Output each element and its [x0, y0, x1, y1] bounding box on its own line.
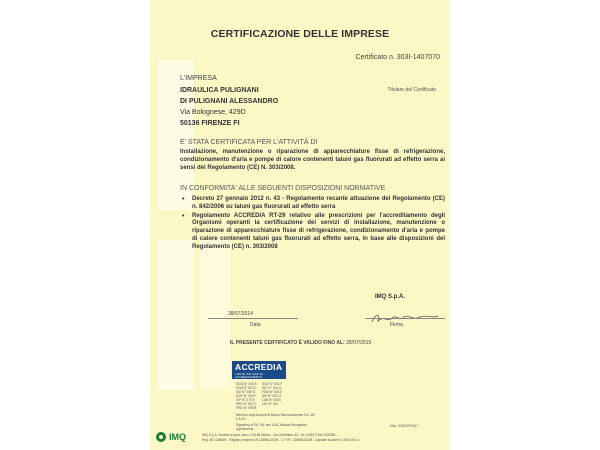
mla-note-en: Signatory of EA, IAF and ILAC Mutual Recognition Agreements	[236, 423, 308, 431]
accreditation-code: PRS N° 097 C	[236, 402, 257, 406]
conformity-heading: IN CONFORMITA' ALLE SEGUENTI DISPOSIZIONI NORMATIVE	[180, 185, 386, 192]
accreditation-code: SCR N° 003 F	[236, 394, 257, 398]
accreditation-code: ISO N° 001 A	[262, 386, 281, 390]
accreditation-code: LAB N° 0033	[262, 398, 281, 402]
company-city: 50136 FIRENZE FI	[180, 120, 240, 127]
activity-text: Installazione, manutenzione o riparazione di apparecchiature fisse di refrigerazione, condizionamento d'aria e pompe di calore contenenti taluni gas fluorurati ad effetto serra ai sensi del Regolamento (CE) N. 303/2008.	[180, 149, 445, 172]
date-line	[208, 318, 298, 319]
page-title: CERTIFICAZIONE DELLE IMPRESE	[210, 28, 390, 40]
validity-label: IL PRESENTE CERTIFICATO È VALIDO FINO AL:	[230, 340, 345, 346]
issuer-name: IMQ S.p.A.	[375, 294, 405, 300]
footer-line2: Reg. MI 1235689 - Registro Imprese Mi 12898410159 - C.F./P.I. 12898410159 - Capitale sociale € 4.000.000 i.v.	[202, 437, 361, 442]
issue-date: 28/07/2014	[228, 311, 254, 317]
signature-label: Firma	[390, 322, 403, 328]
accreditation-code: FSM N° 002 E	[262, 390, 283, 394]
accredia-logo	[232, 361, 286, 379]
certificate-number-label: Certificato n.	[355, 54, 395, 61]
provision-item: • Decreto 27 gennaio 2012 n. 43 - Regolamento recante attuazione del Regolamento (CE) n. 842/2006 su taluni gas fluorurati ad effetto serra	[180, 196, 445, 212]
mla-note: Membro degli Accordi di Mutuo Riconoscimento EA, IAF e ILAC	[236, 413, 316, 421]
company-name-line1: IDRAULICA PULIGNANI	[180, 87, 259, 94]
accreditation-code: SSI N° 002 G	[262, 394, 282, 398]
company-name-line2: DI PULIGNANI ALESSANDRO	[180, 98, 279, 105]
impresa-label: L'IMPRESA	[180, 75, 217, 82]
imq-mark-icon	[156, 432, 166, 442]
accreditation-code: SGE N° 003 F	[262, 382, 283, 386]
validity-date: 28/07/2019	[346, 340, 372, 346]
company-street: Via Bolognese, 429D	[180, 109, 246, 116]
certificate-page	[150, 0, 450, 450]
footer-line1: IMQ S.p.A. Società a socio unico I 20138 Milano - Via Quintiliano 43 - tel. 02/5073 fax 02/5099...	[202, 433, 338, 437]
date-label: Data	[250, 322, 261, 328]
provisions-list	[180, 196, 445, 253]
form-code: Mod. 3726CIP/2017	[390, 424, 419, 428]
imq-logo-text: IMQ	[169, 432, 186, 442]
activity-heading: E' STATA CERTIFICATA PER L'ATTIVITÀ DI	[180, 139, 318, 146]
accreditation-code: PRD N° 009 B	[236, 406, 257, 410]
validity	[230, 340, 371, 346]
titolare-label: Titolare del Certificato	[387, 87, 436, 93]
certificate-number	[356, 54, 440, 61]
provision-item: • Regolamento ACCREDIA RT-29 relativo alle prescrizioni per l'accreditamento degli Organismi operanti la certificazione dei servizi di installazione, manutenzione o riparazione di apparecchiature fisse di refrigerazione, condizionamento d'aria e pompe di calore contenenti taluni gas fluorurati ad effetto serra, in base alle disposizioni del Regolamento (CE) n. 303/2008	[180, 213, 445, 252]
certificate-number-value: 303I-1407070	[396, 54, 440, 61]
accreditation-code: SGQ N° 005 A	[236, 382, 257, 386]
signature-line	[365, 318, 445, 319]
accredia-subtitle: L'ENTE ITALIANO DI ACCREDITAMENTO	[235, 373, 264, 379]
accreditation-code: SSI N° 008 G	[236, 390, 256, 394]
accreditation-code: LAT N° 019	[262, 402, 279, 406]
accreditation-code: SGA N° 002 D	[236, 386, 257, 390]
footer-legal	[202, 433, 442, 442]
accreditation-code: ISP N° 079 E	[236, 398, 255, 402]
accreditation-codes-col2	[262, 382, 282, 406]
imq-logo	[156, 432, 186, 442]
accredia-name: ACCREDIA	[235, 362, 283, 372]
accreditation-codes-col1	[236, 382, 257, 410]
